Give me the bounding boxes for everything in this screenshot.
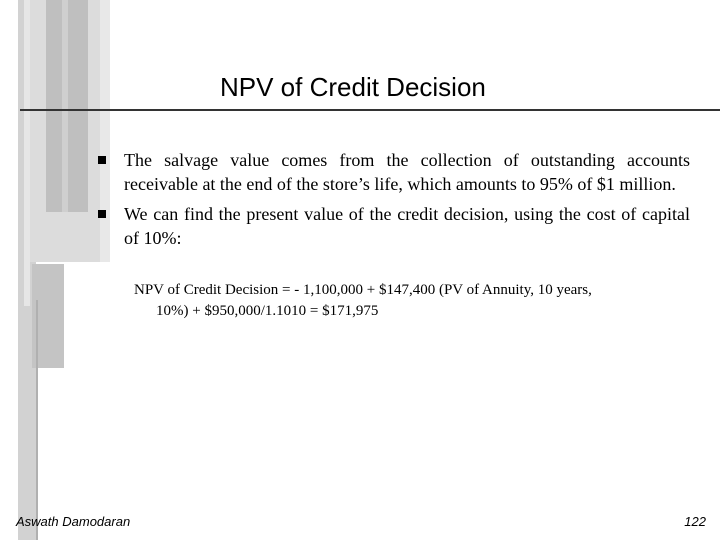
decorative-bar [36, 300, 38, 540]
title-divider [20, 109, 720, 111]
footer-author: Aswath Damodaran [16, 514, 131, 529]
bullet-text: The salvage value comes from the collection of outstanding accounts receivable at the end of the store’s life, which amounts to 95% of $1 million. [124, 150, 690, 194]
square-bullet-icon [98, 210, 106, 218]
decorative-bar [24, 0, 30, 306]
bullet-item [98, 148, 690, 196]
page-number: 122 [684, 514, 706, 529]
bullet-list [98, 148, 690, 256]
npv-calculation [134, 280, 690, 322]
slide-title: NPV of Credit Decision [220, 72, 486, 102]
npv-calculation-line-1: NPV of Credit Decision = - 1,100,000 + $147,400 (PV of Annuity, 10 years, [134, 282, 592, 298]
npv-calculation-line-2: 10%) + $950,000/1.1010 = $171,975 [156, 303, 379, 319]
bullet-text: We can find the present value of the credit decision, using the cost of capital of 10%: [124, 204, 690, 248]
bullet-item [98, 202, 690, 250]
square-bullet-icon [98, 156, 106, 164]
decorative-bar [62, 0, 68, 212]
